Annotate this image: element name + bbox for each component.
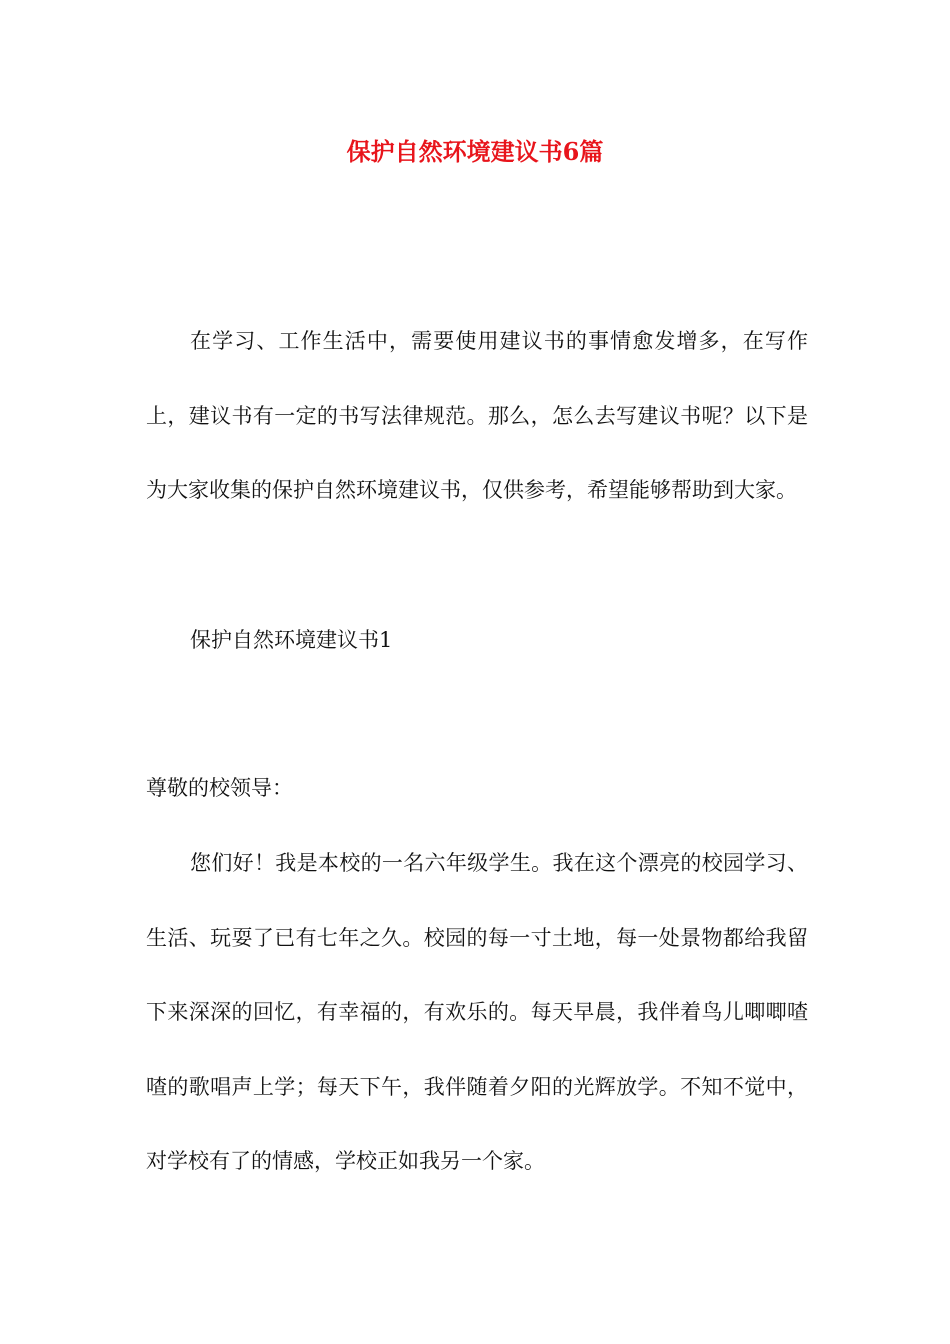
body-paragraph: 您们好！我是本校的一名六年级学生。我在这个漂亮的校园学习、生活、玩耍了已有七年之久。校园的每一寸土地，每一处景物都给我留下来深深的回忆，有幸福的，有欢乐的。每天早晨，我伴着鸟儿唧唧喳喳的歌唱声上学；每天下午，我伴随着夕阳的光辉放学。不知不觉中，对学校有了的情感，学校正如我另一个家。: [146, 851, 808, 1173]
document-title: 保护自然环境建议书6篇: [346, 137, 604, 166]
section-heading: 保护自然环境建议书1: [190, 628, 393, 652]
salutation: 尊敬的校领导：: [146, 776, 293, 800]
intro-paragraph: 在学习、工作生活中，需要使用建议书的事情愈发增多，在写作上，建议书有一定的书写法律规范。那么，怎么去写建议书呢？以下是为大家收集的保护自然环境建议书，仅供参考，希望能够帮助到大家。: [146, 329, 808, 502]
